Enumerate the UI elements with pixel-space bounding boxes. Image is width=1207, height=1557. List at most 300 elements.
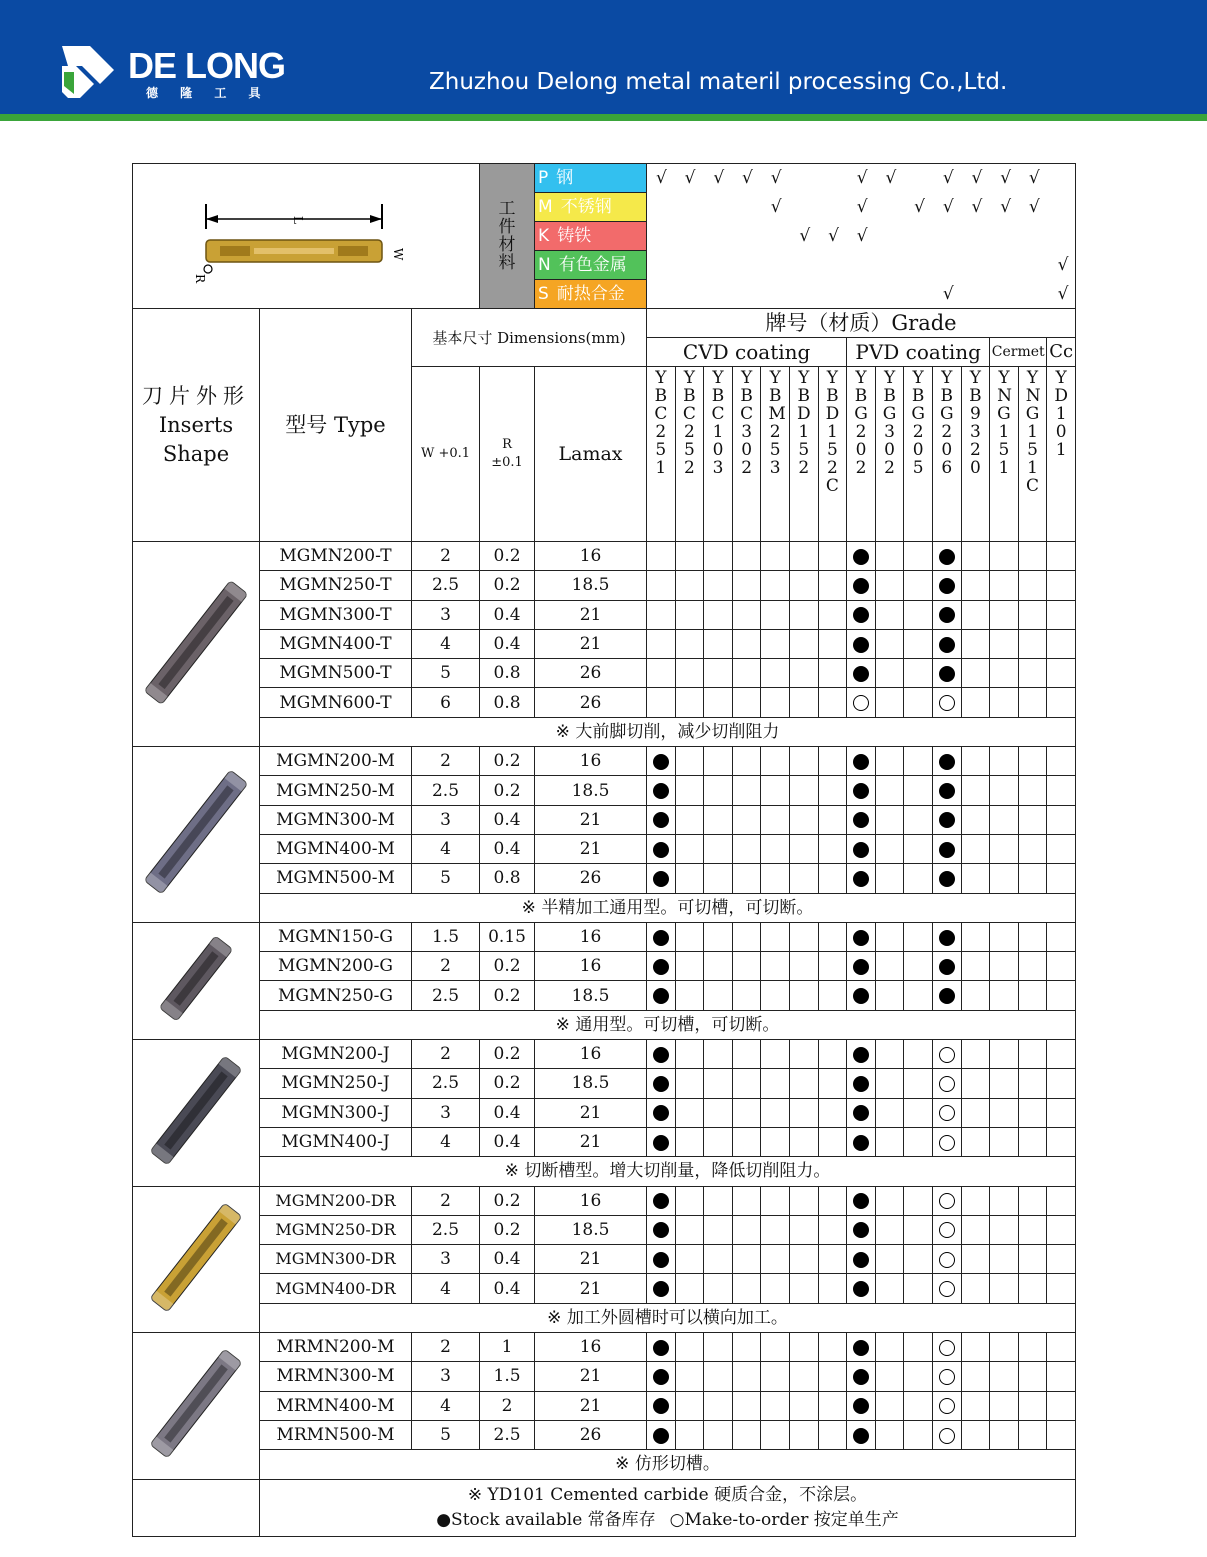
grade-cell (847, 1186, 876, 1215)
grade-cell (647, 952, 676, 981)
lamax-cell: 16 (535, 1040, 647, 1069)
order-ring (939, 1047, 955, 1063)
grade-cell (961, 1333, 990, 1362)
grade-cell (904, 1245, 933, 1274)
r-cell: 0.2 (480, 1040, 535, 1069)
r-cell: 0.2 (480, 1186, 535, 1215)
check-icon: √ (971, 197, 983, 217)
footer-blank (133, 1479, 260, 1536)
grade-cell (1018, 1333, 1047, 1362)
grade-cell (990, 1420, 1019, 1449)
grade-cell (818, 1040, 847, 1069)
material-code: N (538, 255, 551, 275)
grade-cell (790, 1069, 819, 1098)
insert-shape-cell (133, 1040, 260, 1186)
lamax-cell: 21 (535, 805, 647, 834)
grade-ybg302: YBG302 (875, 367, 904, 542)
check-icon: √ (971, 168, 983, 189)
grade-cell (932, 952, 961, 981)
grade-cell (990, 629, 1019, 658)
group-note: ※ 大前脚切削，减少切削阻力 (260, 717, 1076, 746)
grade-ybc251: YBC251 (647, 367, 676, 542)
grade-cell (875, 571, 904, 600)
w-cell: 2 (412, 1186, 480, 1215)
grade-cell (904, 922, 933, 951)
grade-cell (704, 805, 733, 834)
r-cell: 0.2 (480, 571, 535, 600)
grade-cell (904, 952, 933, 981)
group-note: ※ 切断槽型。增大切削量，降低切削阻力。 (260, 1157, 1076, 1186)
lamax-cell: 16 (535, 922, 647, 951)
grade-cell (704, 864, 733, 893)
grade-cell (704, 1127, 733, 1156)
grade-cell (732, 1040, 761, 1069)
type-cell: MGMN400-J (260, 1127, 412, 1156)
grade-cell (675, 1040, 704, 1069)
lamax-cell: 21 (535, 600, 647, 629)
grade-cell (704, 922, 733, 951)
grade-cell (990, 600, 1019, 629)
grade-cell (932, 864, 961, 893)
header-type: 型号 Type (260, 309, 412, 542)
stock-dot (653, 871, 669, 887)
stock-legend-symbol: ● (436, 1509, 452, 1530)
r-cell: 0.4 (480, 629, 535, 658)
stock-dot (939, 666, 955, 682)
stock-dot (853, 1340, 869, 1356)
lamax-cell: 16 (535, 747, 647, 776)
stock-dot (853, 607, 869, 623)
header-r-line: R (502, 437, 512, 452)
grade-cell (761, 542, 790, 571)
grade-cell (732, 1391, 761, 1420)
grade-cell (1018, 629, 1047, 658)
grade-cell (704, 1362, 733, 1391)
grade-cell (932, 542, 961, 571)
grade-cell (675, 1333, 704, 1362)
grade-cell (818, 1274, 847, 1303)
grade-cell (932, 659, 961, 688)
insert-shape-cell (133, 747, 260, 923)
grade-cell (875, 1069, 904, 1098)
grade-cell (990, 1040, 1019, 1069)
grade-cell (790, 659, 819, 688)
check-icon: √ (1028, 168, 1040, 189)
stock-dot (939, 988, 955, 1004)
type-cell: MRMN300-M (260, 1362, 412, 1391)
grade-cell (647, 805, 676, 834)
r-cell: 0.4 (480, 1098, 535, 1127)
insert-diagram-icon (136, 174, 476, 294)
grade-cell (647, 981, 676, 1010)
footer-note: ※ YD101 Cemented carbide 硬质合金，不涂层。 (467, 1484, 868, 1505)
grade-cell (704, 629, 733, 658)
delong-logo-icon (60, 42, 116, 98)
grade-cell (961, 1391, 990, 1420)
w-cell: 2.5 (412, 571, 480, 600)
check-icon: √ (1028, 197, 1040, 217)
w-cell: 3 (412, 805, 480, 834)
grade-cell (932, 1420, 961, 1449)
lamax-cell: 26 (535, 1420, 647, 1449)
lamax-cell: 18.5 (535, 571, 647, 600)
grade-cell (761, 1274, 790, 1303)
insert-t-icon (141, 545, 251, 740)
grade-cell (1047, 834, 1076, 863)
type-cell: MGMN300-DR (260, 1245, 412, 1274)
grade-cell (675, 1186, 704, 1215)
grade-cell (818, 629, 847, 658)
grade-cell (1047, 1391, 1076, 1420)
grade-cell (647, 542, 676, 571)
grade-cell (1047, 922, 1076, 951)
grade-cell (818, 922, 847, 951)
grade-cell (818, 805, 847, 834)
grade-cell (818, 542, 847, 571)
grade-cell (675, 1391, 704, 1420)
grade-cell (990, 542, 1019, 571)
insert-j-icon (141, 1042, 251, 1179)
stock-dot (853, 1135, 869, 1151)
grade-cell (818, 688, 847, 717)
check-icon: √ (856, 226, 868, 246)
lamax-cell: 21 (535, 1391, 647, 1420)
grade-cell (847, 1069, 876, 1098)
order-ring (939, 695, 955, 711)
grade-cell (961, 1420, 990, 1449)
grade-cell (761, 1069, 790, 1098)
stock-dot (939, 607, 955, 623)
insert-dimension-diagram (133, 164, 480, 309)
material-code: K (538, 226, 550, 246)
r-cell: 0.2 (480, 952, 535, 981)
insert-shape-cell (133, 1186, 260, 1332)
type-cell: MGMN200-G (260, 952, 412, 981)
stock-dot (653, 930, 669, 946)
grade-cell (990, 1245, 1019, 1274)
logo-subtitle: 德 隆 工 具 (146, 86, 270, 100)
logo-name: DE LONG (128, 45, 286, 86)
grade-cell (990, 952, 1019, 981)
grade-cell (932, 834, 961, 863)
grade-cell (1047, 1274, 1076, 1303)
grade-cell (704, 952, 733, 981)
grade-cell (704, 1098, 733, 1127)
r-cell: 0.4 (480, 834, 535, 863)
grade-cell (732, 1245, 761, 1274)
grade-cell (790, 952, 819, 981)
header-w: W +0.1 (412, 367, 480, 542)
grade-cell (647, 688, 676, 717)
type-cell: MGMN200-J (260, 1040, 412, 1069)
lamax-cell: 21 (535, 629, 647, 658)
stock-dot (853, 1105, 869, 1121)
grade-cell (1018, 834, 1047, 863)
grade-cell (875, 1391, 904, 1420)
grade-cell (961, 1069, 990, 1098)
check-icon: √ (856, 168, 868, 189)
r-cell: 0.2 (480, 1215, 535, 1244)
grade-cell (704, 747, 733, 776)
grade-cell (704, 1274, 733, 1303)
stock-dot (653, 1222, 669, 1238)
grade-cell (932, 1215, 961, 1244)
lamax-cell: 18.5 (535, 1069, 647, 1098)
grade-cell (675, 776, 704, 805)
grade-cell (1018, 747, 1047, 776)
product-table (132, 163, 1075, 1542)
lamax-cell: 18.5 (535, 981, 647, 1010)
type-cell: MRMN400-M (260, 1391, 412, 1420)
stock-dot (653, 1135, 669, 1151)
grade-cell (932, 1391, 961, 1420)
group-note: ※ 仿形切槽。 (260, 1450, 1076, 1479)
r-cell: 0.15 (480, 922, 535, 951)
grade-cell (847, 571, 876, 600)
stock-dot (939, 754, 955, 770)
type-cell: MGMN400-M (260, 834, 412, 863)
grade-cell (875, 600, 904, 629)
grade-cell (904, 981, 933, 1010)
diagram-label-l: L (291, 216, 306, 224)
stock-dot (939, 930, 955, 946)
grade-cell (790, 1098, 819, 1127)
grade-cell (1047, 1333, 1076, 1362)
grade-cell (675, 1069, 704, 1098)
grade-cell (647, 1098, 676, 1127)
grade-cell (990, 1127, 1019, 1156)
type-cell: MGMN250-G (260, 981, 412, 1010)
grade-cell (790, 981, 819, 1010)
grade-cell (675, 688, 704, 717)
grade-cell (647, 1186, 676, 1215)
grade-cell (904, 1420, 933, 1449)
grade-cell (961, 981, 990, 1010)
r-cell: 0.2 (480, 542, 535, 571)
header-shape (133, 309, 260, 542)
grade-cell (704, 688, 733, 717)
grade-cell (647, 600, 676, 629)
grade-cell (875, 1274, 904, 1303)
w-cell: 3 (412, 1362, 480, 1391)
grade-cell (1047, 1420, 1076, 1449)
header-cvd: CVD coating (647, 338, 847, 367)
grade-cell (847, 688, 876, 717)
grade-cell (847, 1391, 876, 1420)
grade-yb9320: YB9320 (961, 367, 990, 542)
grade-cell (790, 864, 819, 893)
grade-cell (990, 834, 1019, 863)
grade-cell (932, 1274, 961, 1303)
footer-legend (260, 1479, 1076, 1536)
grade-cell (1047, 542, 1076, 571)
type-cell: MGMN250-M (260, 776, 412, 805)
header-cc: Cc (1047, 338, 1076, 367)
material-check-row (647, 164, 1076, 193)
grade-cell (875, 629, 904, 658)
grade-cell (847, 747, 876, 776)
grade-cell (818, 1069, 847, 1098)
grade-cell (847, 864, 876, 893)
grade-cell (675, 1274, 704, 1303)
stock-dot (853, 1428, 869, 1444)
grade-cell (990, 1098, 1019, 1127)
grade-cell (761, 805, 790, 834)
w-cell: 3 (412, 1098, 480, 1127)
grade-cell (761, 1362, 790, 1391)
grade-cell (704, 1069, 733, 1098)
grade-cell (790, 629, 819, 658)
grade-cell (932, 600, 961, 629)
lamax-cell: 21 (535, 1098, 647, 1127)
w-cell: 2.5 (412, 776, 480, 805)
grade-cell (675, 922, 704, 951)
w-cell: 5 (412, 659, 480, 688)
grade-ybd152c: YBD152C (818, 367, 847, 542)
type-cell: MGMN500-M (260, 864, 412, 893)
stock-dot (853, 1398, 869, 1414)
w-cell: 2 (412, 1333, 480, 1362)
grade-cell (932, 1127, 961, 1156)
lamax-cell: 26 (535, 864, 647, 893)
grade-ybg202: YBG202 (847, 367, 876, 542)
r-cell: 0.2 (480, 747, 535, 776)
insert-shape-cell (133, 1333, 260, 1479)
grade-cell (847, 805, 876, 834)
stock-dot (653, 988, 669, 1004)
lamax-cell: 16 (535, 1333, 647, 1362)
grade-cell (847, 1274, 876, 1303)
lamax-cell: 16 (535, 952, 647, 981)
grade-cell (704, 542, 733, 571)
grade-cell (761, 864, 790, 893)
grade-cell (732, 1274, 761, 1303)
grade-cell (818, 1245, 847, 1274)
grade-cell (847, 600, 876, 629)
w-cell: 4 (412, 834, 480, 863)
stock-dot (853, 1369, 869, 1385)
grade-cell (818, 1127, 847, 1156)
w-cell: 5 (412, 864, 480, 893)
grade-cell (1018, 1040, 1047, 1069)
grade-cell (990, 688, 1019, 717)
r-cell: 0.8 (480, 659, 535, 688)
check-icon: √ (684, 168, 696, 189)
grade-cell (675, 1215, 704, 1244)
order-legend-symbol: ○ (669, 1509, 685, 1530)
group-note: ※ 半精加工通用型。可切槽，可切断。 (260, 893, 1076, 922)
lamax-cell: 16 (535, 542, 647, 571)
grade-cell (1047, 1245, 1076, 1274)
grade-cell (904, 629, 933, 658)
stock-dot (853, 1193, 869, 1209)
grade-cell (961, 571, 990, 600)
grade-cell (990, 571, 1019, 600)
grade-cell (790, 542, 819, 571)
material-check-row (647, 280, 1076, 309)
material-name: 钢 (556, 168, 574, 188)
grade-cell (1047, 659, 1076, 688)
w-cell: 3 (412, 600, 480, 629)
grade-cell (961, 1127, 990, 1156)
r-cell: 0.4 (480, 1245, 535, 1274)
r-cell: 1 (480, 1333, 535, 1362)
grade-cell (932, 571, 961, 600)
grade-cell (1018, 1245, 1047, 1274)
footer-legend-line (260, 1508, 1075, 1533)
stock-dot (653, 783, 669, 799)
grade-cell (875, 747, 904, 776)
header-r (480, 367, 535, 542)
grade-cell (1018, 1069, 1047, 1098)
grade-cell (647, 1391, 676, 1420)
grade-cell (875, 952, 904, 981)
grade-cell (732, 1098, 761, 1127)
grade-cell (875, 1186, 904, 1215)
stock-dot (939, 871, 955, 887)
grade-yng151c: YNG151C (1018, 367, 1047, 542)
grade-ybd152: YBD152 (790, 367, 819, 542)
material-code: S (538, 284, 549, 304)
stock-dot (853, 812, 869, 828)
grade-cell (1047, 981, 1076, 1010)
header-shape-line: Inserts (158, 412, 234, 437)
grade-cell (904, 1391, 933, 1420)
w-cell: 4 (412, 1391, 480, 1420)
grade-cell (790, 1186, 819, 1215)
grade-cell (790, 1245, 819, 1274)
grade-cell (961, 1215, 990, 1244)
grade-cell (647, 922, 676, 951)
grade-cell (932, 629, 961, 658)
grade-cell (961, 922, 990, 951)
w-cell: 4 (412, 1274, 480, 1303)
grade-cell (704, 1391, 733, 1420)
r-cell: 0.8 (480, 864, 535, 893)
grade-cell (961, 1186, 990, 1215)
grade-cell (647, 834, 676, 863)
stock-dot (939, 959, 955, 975)
grade-cell (1047, 864, 1076, 893)
grade-cell (990, 922, 1019, 951)
grade-cell (1018, 571, 1047, 600)
grade-cell (847, 1362, 876, 1391)
grade-cell (904, 834, 933, 863)
lamax-cell: 21 (535, 1127, 647, 1156)
grade-cell (761, 629, 790, 658)
grade-cell (875, 1127, 904, 1156)
grade-cell (761, 1333, 790, 1362)
w-cell: 4 (412, 629, 480, 658)
grade-cell (704, 776, 733, 805)
grade-cell (990, 1069, 1019, 1098)
grade-cell (1047, 952, 1076, 981)
stock-dot (939, 842, 955, 858)
w-cell: 1.5 (412, 922, 480, 951)
check-icon: √ (828, 226, 839, 246)
grade-cell (704, 659, 733, 688)
grade-cell (904, 864, 933, 893)
w-cell: 5 (412, 1420, 480, 1449)
check-icon: √ (1057, 283, 1069, 304)
grade-cell (990, 1391, 1019, 1420)
grade-cell (675, 1420, 704, 1449)
grade-cell (647, 776, 676, 805)
grade-cell (732, 629, 761, 658)
grade-cell (847, 629, 876, 658)
w-cell: 2.5 (412, 1069, 480, 1098)
grade-cell (1047, 1362, 1076, 1391)
